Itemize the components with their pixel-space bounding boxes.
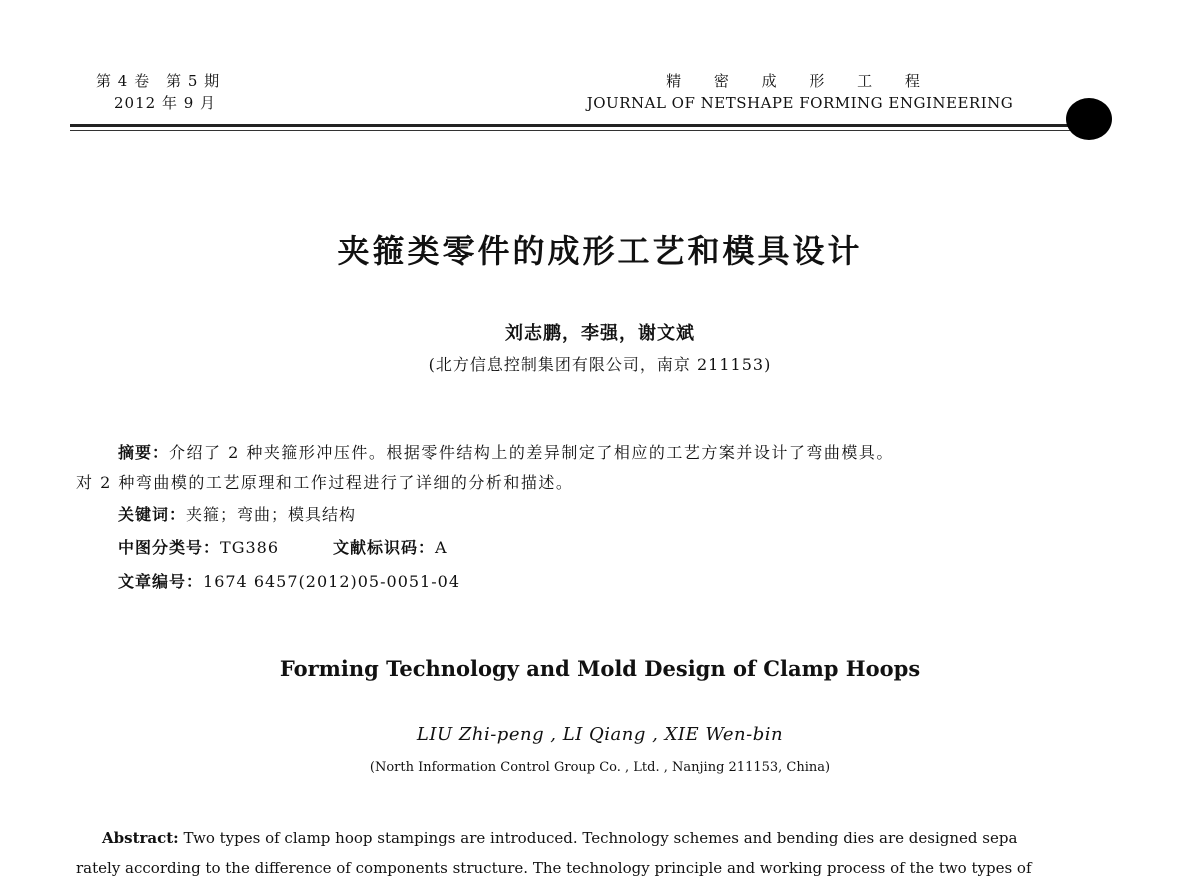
paper-title-cn: 夹箍类零件的成形工艺和模具设计 <box>337 232 863 270</box>
page-marker-dot <box>1066 98 1112 140</box>
journal-name-cn: 精 密 成 形 工 程 <box>666 72 934 90</box>
journal-name-en: JOURNAL OF NETSHAPE FORMING ENGINEERING <box>586 94 1014 112</box>
doc-code-value: A <box>435 538 448 557</box>
abstract-en-label: Abstract: <box>102 829 179 847</box>
keywords-row <box>118 502 356 525</box>
authors-cn: 刘志鹏，李强，谢文斌 <box>505 323 695 344</box>
abstract-cn-line2: 对 2 种弯曲模的工艺原理和工作过程进行了详细的分析和描述。 <box>76 473 574 492</box>
doc-code-label: 文献标识码： <box>333 538 436 557</box>
abstract-cn-line1 <box>76 438 1116 468</box>
classification-value: TG386 <box>220 538 280 557</box>
abstract-en <box>76 823 1116 883</box>
keywords-label: 关键词： <box>118 505 187 524</box>
abstract-en-line1 <box>76 823 1116 853</box>
authors-en: LIU Zhi-peng , LI Qiang , XIE Wen-bin <box>416 724 784 745</box>
article-number-label: 文章编号： <box>118 572 204 591</box>
issue-date: 2012 年 9 月 <box>114 94 217 112</box>
classification-label: 中图分类号： <box>118 538 221 557</box>
header-rule-thick <box>70 124 1080 127</box>
affiliation-en: (North Information Control Group Co. , Ltd. , Nanjing 211153, China) <box>369 760 831 775</box>
journal-name <box>560 70 1040 114</box>
classification-row <box>118 535 448 558</box>
issue-info <box>96 70 220 114</box>
abstract-cn-label: 摘要： <box>118 443 170 462</box>
abstract-cn-text1: 介绍了 2 种夹箍形冲压件。根据零件结构上的差异制定了相应的工艺方案并设计了弯曲模具。 <box>169 443 894 462</box>
article-number-value: 1674 6457(2012)05-0051-04 <box>203 572 460 591</box>
keywords-value: 夹箍；弯曲；模具结构 <box>186 505 357 524</box>
article-number-row <box>118 569 460 592</box>
abstract-en-line2: rately according to the difference of components structure. The technology principle and working process of the two types of <box>76 859 1032 877</box>
affiliation-cn: (北方信息控制集团有限公司，南京 211153) <box>428 355 772 374</box>
header-rule-thin <box>70 130 1080 131</box>
volume-issue: 第 4 卷 第 5 期 <box>96 72 221 90</box>
abstract-cn <box>76 438 1116 498</box>
paper-title-en: Forming Technology and Mold Design of Clamp Hoops <box>279 656 921 681</box>
abstract-en-text1: Two types of clamp hoop stampings are introduced. Technology schemes and bending dies are designed sepa <box>183 829 1018 847</box>
